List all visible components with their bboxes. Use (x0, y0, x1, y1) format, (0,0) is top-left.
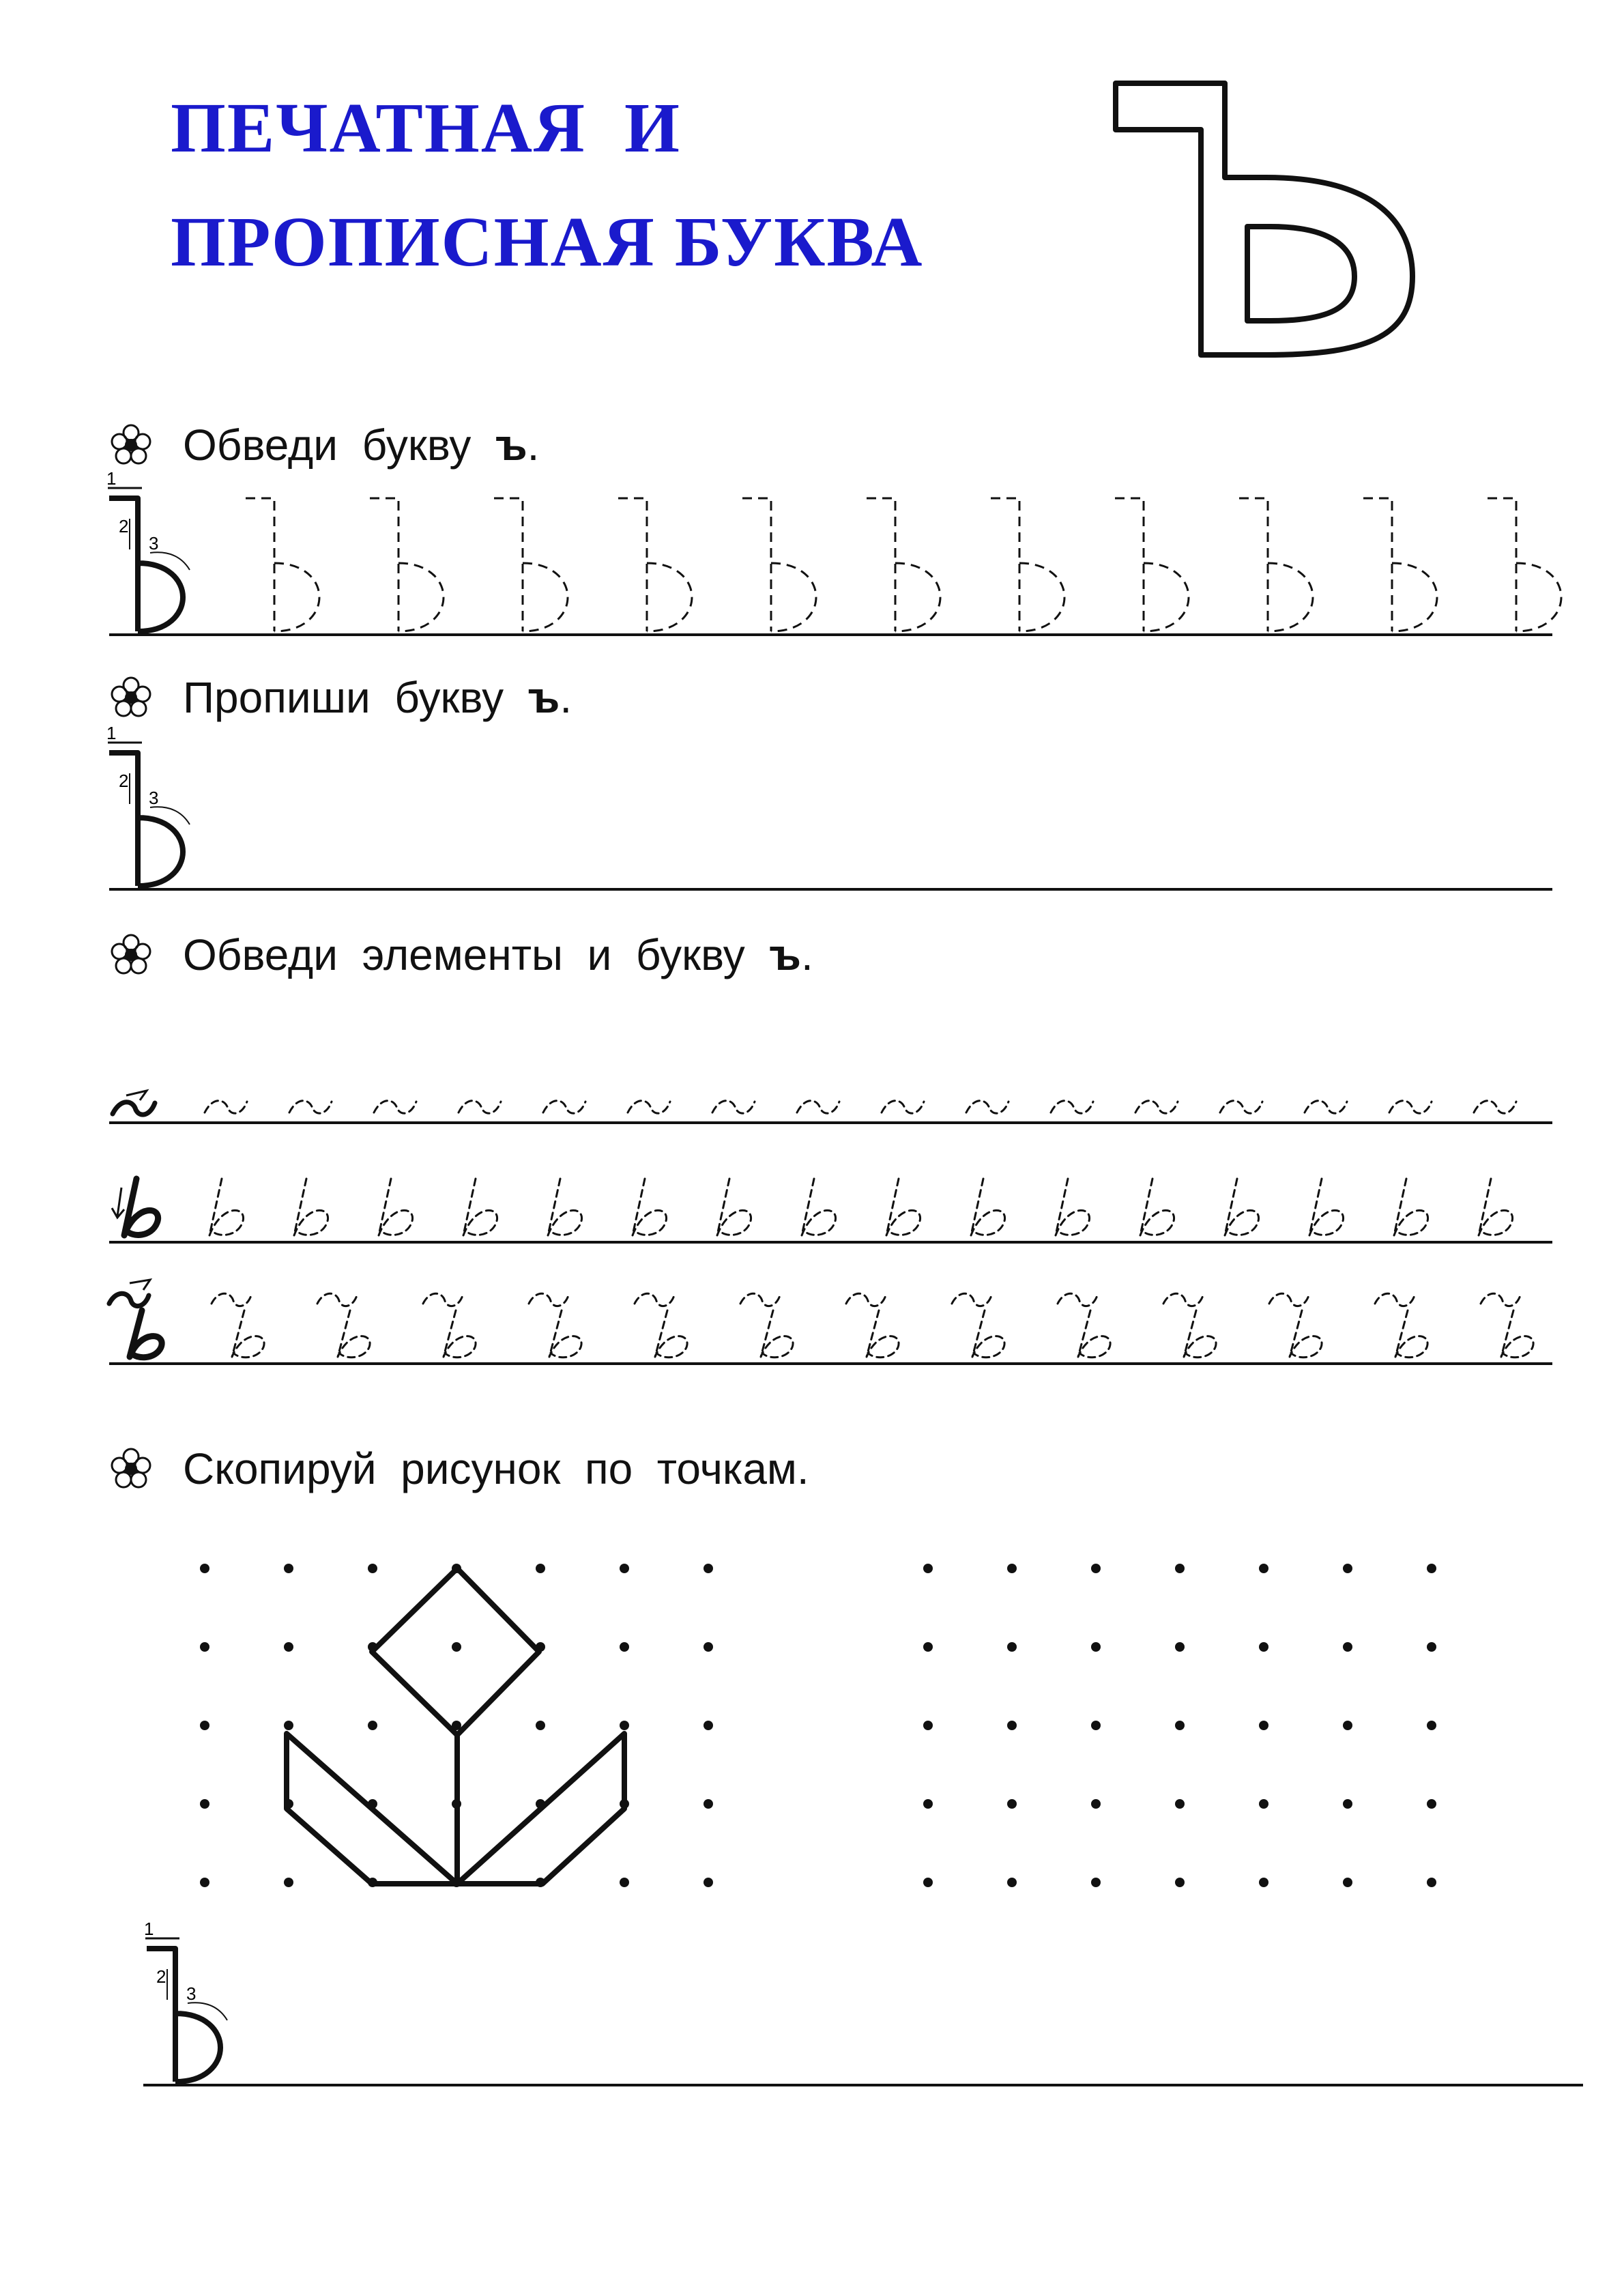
grid-dot (923, 1878, 933, 1887)
grid-dot (536, 1721, 545, 1730)
trace-element-tilde (1135, 1101, 1178, 1113)
grid-dot (368, 1642, 377, 1652)
task-3-end: . (800, 930, 813, 979)
task-1-end: . (527, 420, 540, 470)
grid-dot (1427, 1642, 1436, 1652)
trace-element-tilde (543, 1101, 585, 1113)
trace-cursive-hard-sign (1375, 1293, 1427, 1357)
trace-element-tilde (374, 1101, 416, 1113)
trace-cursive-hard-sign (1163, 1293, 1216, 1357)
trace-element-b (548, 1179, 582, 1235)
grid-dot (620, 1799, 629, 1809)
trace-element-b (1309, 1179, 1344, 1235)
task-2-end: . (560, 673, 572, 722)
grid-dot (1343, 1721, 1352, 1730)
trace-element-tilde (205, 1101, 247, 1113)
sample-cursive-hard-sign (109, 1293, 162, 1357)
grid-dot (200, 1564, 209, 1573)
trace-element-tilde (797, 1101, 839, 1113)
grid-dot (704, 1721, 713, 1730)
trace-element-tilde (628, 1101, 670, 1113)
grid-dot (620, 1564, 629, 1573)
grid-dot (452, 1642, 461, 1652)
trace-element-tilde (1220, 1101, 1262, 1113)
sample-element-b (124, 1179, 158, 1235)
trace-element-b (633, 1179, 667, 1235)
trace-element-tilde (712, 1101, 755, 1113)
grid-dot (620, 1642, 629, 1652)
grid-dot (923, 1564, 933, 1573)
grid-dot (1343, 1799, 1352, 1809)
grid-dot (704, 1878, 713, 1887)
arrow-icon (130, 1280, 150, 1290)
grid-dot (620, 1878, 629, 1887)
grid-dot (536, 1878, 545, 1887)
task-1-letter: ъ (495, 420, 527, 470)
trace-cursive-hard-sign (423, 1293, 476, 1357)
trace-cursive-hard-sign (740, 1293, 793, 1357)
trace-letter (867, 498, 940, 631)
grid-dot (1007, 1799, 1017, 1809)
task-4-text: Скопируй рисунок по точкам. (183, 1444, 809, 1493)
stroke-number-2: 2 (119, 516, 129, 536)
trace-element-tilde (1051, 1101, 1093, 1113)
grid-dot (1343, 1878, 1352, 1887)
grid-dot (1175, 1721, 1185, 1730)
trace-element-b (886, 1179, 920, 1235)
stroke-number-3: 3 (186, 1983, 197, 2004)
trace-letter (1239, 498, 1313, 631)
grid-dot (368, 1878, 377, 1887)
grid-dot (704, 1799, 713, 1809)
trace-element-b (379, 1179, 413, 1235)
trace-cursive-hard-sign (1481, 1293, 1533, 1357)
grid-dot (1175, 1799, 1185, 1809)
grid-dot (200, 1799, 209, 1809)
trace-letter (494, 498, 568, 631)
grid-dot (1175, 1878, 1185, 1887)
task-2-letter: ъ (527, 673, 560, 722)
grid-dot (1343, 1564, 1352, 1573)
sample-letter-row-6 (144, 1919, 227, 2082)
grid-dot (284, 1642, 293, 1652)
trace-cursive-hard-sign (952, 1293, 1004, 1357)
trace-letter (1115, 498, 1189, 631)
trace-element-tilde (289, 1101, 332, 1113)
grid-dot (452, 1799, 461, 1809)
grid-dot (923, 1642, 933, 1652)
trace-letter (618, 498, 692, 631)
trace-cursive-hard-sign (846, 1293, 899, 1357)
grid-dot (1175, 1564, 1185, 1573)
trace-cursive-hard-sign (1269, 1293, 1322, 1357)
trace-element-b (1056, 1179, 1090, 1235)
grid-dot (1007, 1564, 1017, 1573)
grid-dot (536, 1799, 545, 1809)
grid-dot (1343, 1642, 1352, 1652)
trace-element-tilde (1389, 1101, 1432, 1113)
trace-element-tilde (1305, 1101, 1347, 1113)
grid-dot (536, 1642, 545, 1652)
trace-element-b (1225, 1179, 1259, 1235)
stroke-number-3: 3 (149, 533, 159, 554)
trace-element-b (1479, 1179, 1513, 1235)
grid-dot (923, 1721, 933, 1730)
dot-grid-right (923, 1564, 1436, 1887)
title-line-2: ПРОПИСНАЯ БУКВА (171, 203, 924, 281)
stroke-number-2: 2 (156, 1966, 166, 1987)
trace-element-b (717, 1179, 751, 1235)
task-1-text: Обведи букву (183, 420, 495, 470)
grid-dot (1427, 1878, 1436, 1887)
trace-element-b (294, 1179, 328, 1235)
grid-dot (1259, 1721, 1268, 1730)
grid-dot (620, 1721, 629, 1730)
stroke-number-1: 1 (144, 1919, 154, 1939)
grid-dot (1175, 1642, 1185, 1652)
sample-letter-row-2 (106, 723, 190, 886)
sample-letter-row-1 (106, 468, 190, 631)
grid-dot (704, 1564, 713, 1573)
trace-element-tilde (882, 1101, 924, 1113)
title-line-1: ПЕЧАТНАЯ И (171, 89, 681, 167)
trace-cursive-hard-sign (1058, 1293, 1110, 1357)
grid-dot (200, 1642, 209, 1652)
grid-dot (1427, 1799, 1436, 1809)
grid-dot (1259, 1642, 1268, 1652)
task-3-text: Обведи элементы и букву (183, 930, 770, 979)
stroke-number-2: 2 (119, 771, 129, 791)
trace-cursive-hard-sign (317, 1293, 370, 1357)
grid-dot (1427, 1721, 1436, 1730)
grid-dot (284, 1564, 293, 1573)
trace-element-b (971, 1179, 1005, 1235)
trace-element-b (463, 1179, 497, 1235)
stroke-number-1: 1 (106, 723, 117, 743)
grid-dot (1259, 1799, 1268, 1809)
trace-element-tilde (1474, 1101, 1516, 1113)
arrow-icon (126, 1091, 147, 1100)
trace-letter (742, 498, 816, 631)
trace-cursive-hard-sign (212, 1293, 264, 1357)
dot-grid-left (200, 1564, 713, 1887)
grid-dot (368, 1799, 377, 1809)
grid-dot (284, 1878, 293, 1887)
grid-dot (1427, 1564, 1436, 1573)
grid-dot (452, 1878, 461, 1887)
grid-dot (284, 1721, 293, 1730)
grid-dot (1091, 1799, 1101, 1809)
grid-dot (1259, 1878, 1268, 1887)
trace-element-tilde (459, 1101, 501, 1113)
sample-element-tilde (113, 1102, 155, 1115)
grid-dot (368, 1721, 377, 1730)
grid-dot (200, 1878, 209, 1887)
grid-dot (1259, 1564, 1268, 1573)
stroke-number-3: 3 (149, 788, 159, 808)
task-3-letter: ъ (769, 930, 801, 979)
task-2-text: Пропиши букву (183, 673, 528, 722)
grid-dot (923, 1799, 933, 1809)
trace-letter (991, 498, 1064, 631)
grid-dot (704, 1642, 713, 1652)
trace-element-tilde (966, 1101, 1009, 1113)
trace-letter (1363, 498, 1437, 631)
grid-dot (1007, 1878, 1017, 1887)
grid-dot (284, 1799, 293, 1809)
trace-letter (246, 498, 319, 631)
grid-dot (368, 1564, 377, 1573)
grid-dot (1091, 1878, 1101, 1887)
grid-dot (1091, 1642, 1101, 1652)
trace-letter (1488, 498, 1561, 631)
stroke-number-1: 1 (106, 468, 117, 489)
trace-letter (370, 498, 444, 631)
grid-dot (1007, 1721, 1017, 1730)
trace-cursive-hard-sign (529, 1293, 581, 1357)
trace-element-b (802, 1179, 836, 1235)
trace-element-b (1140, 1179, 1174, 1235)
grid-dot (1007, 1642, 1017, 1652)
grid-dot (536, 1564, 545, 1573)
grid-dot (1091, 1721, 1101, 1730)
grid-dot (452, 1564, 461, 1573)
trace-element-b (209, 1179, 244, 1235)
grid-dot (1091, 1564, 1101, 1573)
grid-dot (200, 1721, 209, 1730)
trace-cursive-hard-sign (635, 1293, 687, 1357)
grid-dot (452, 1721, 461, 1730)
trace-element-b (1394, 1179, 1428, 1235)
arrow-icon (112, 1188, 124, 1218)
